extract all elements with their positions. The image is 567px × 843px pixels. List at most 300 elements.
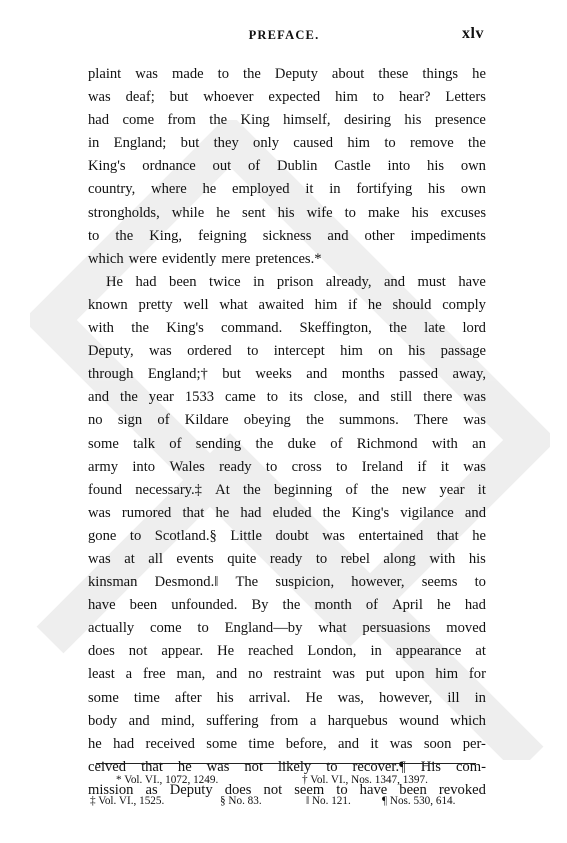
- word: to: [265, 458, 278, 475]
- word: talk: [133, 435, 155, 452]
- word: King: [240, 112, 270, 129]
- word: man,: [176, 666, 206, 683]
- word: lord: [462, 320, 486, 337]
- word: soon: [423, 735, 452, 752]
- word: with: [429, 550, 456, 567]
- word: own: [460, 181, 486, 198]
- word: it: [305, 181, 314, 198]
- word: had: [113, 735, 135, 752]
- word: month: [314, 597, 352, 614]
- word: cross: [291, 458, 322, 475]
- word: was,: [337, 689, 364, 706]
- word: not: [128, 643, 148, 660]
- word: no: [248, 666, 263, 683]
- word: to: [247, 343, 259, 360]
- word: of: [169, 435, 182, 452]
- word: things: [422, 66, 459, 82]
- word: passed: [399, 366, 439, 383]
- word: was: [332, 666, 355, 683]
- word: he: [436, 597, 451, 614]
- word: command.: [221, 320, 283, 337]
- word: in: [474, 689, 486, 706]
- word: at: [124, 550, 135, 567]
- text-line: [88, 248, 486, 271]
- text-line: [88, 617, 486, 640]
- word: as: [145, 781, 158, 798]
- word: have: [88, 597, 116, 614]
- word: had: [135, 273, 157, 290]
- word: came: [224, 389, 256, 406]
- word: other: [364, 227, 395, 244]
- word: ordnance: [142, 158, 196, 175]
- text-line: [88, 109, 486, 132]
- word: but: [169, 89, 189, 106]
- word: still: [390, 389, 413, 406]
- word: to: [217, 66, 230, 82]
- word: ready: [269, 550, 303, 567]
- word: while: [171, 204, 205, 221]
- word: country,: [88, 181, 136, 198]
- word: out: [212, 158, 232, 175]
- page-number: xlv: [462, 25, 484, 42]
- word: moved: [446, 620, 486, 637]
- word: King's: [88, 158, 126, 175]
- word: prison: [276, 273, 314, 290]
- word: least: [88, 666, 115, 683]
- word: him: [314, 296, 338, 313]
- text-line: [88, 710, 486, 733]
- word: his: [277, 204, 295, 221]
- word: suspicion,: [275, 574, 335, 591]
- footnotes: [90, 770, 486, 812]
- word: restraint: [273, 666, 322, 683]
- word: which: [450, 712, 486, 729]
- word: however,: [351, 574, 405, 591]
- word: a: [125, 666, 133, 683]
- footnote: § No. 83.: [220, 795, 262, 807]
- word: make: [367, 204, 400, 221]
- word: of: [247, 158, 261, 175]
- word: been: [129, 597, 158, 614]
- word: weeks: [255, 366, 292, 383]
- word: his: [411, 204, 429, 221]
- word: desiring: [343, 112, 391, 129]
- word: Dublin: [276, 158, 318, 175]
- word: to: [266, 389, 279, 406]
- word: He: [106, 273, 124, 290]
- word: what: [219, 296, 248, 313]
- word: but: [180, 135, 200, 152]
- word: beginning: [273, 481, 333, 498]
- word: to: [315, 550, 328, 567]
- word: come: [150, 620, 182, 637]
- text-line: [88, 502, 486, 525]
- word: April: [392, 597, 423, 614]
- word: and: [88, 389, 110, 406]
- word: had: [88, 112, 110, 129]
- word: away,: [452, 366, 486, 383]
- word: from: [270, 712, 299, 729]
- word: twice: [209, 273, 241, 290]
- word: was: [463, 458, 486, 475]
- word: He: [305, 689, 323, 706]
- word: fortifying: [356, 181, 413, 198]
- word: events: [176, 550, 214, 567]
- word: at: [475, 643, 486, 660]
- word: and: [464, 504, 486, 521]
- word: it: [440, 458, 449, 475]
- word: he: [472, 66, 486, 82]
- word: had: [240, 504, 262, 521]
- word: summons.: [339, 412, 399, 429]
- word: into: [132, 458, 156, 475]
- word: London,: [307, 643, 357, 660]
- word: if: [348, 296, 358, 313]
- word: he: [216, 204, 231, 221]
- word: time: [133, 689, 160, 706]
- word: the: [243, 66, 261, 82]
- word: army: [88, 458, 118, 475]
- footnote-row: [90, 770, 486, 791]
- word: seems: [421, 574, 458, 591]
- word: does: [88, 643, 115, 660]
- word: where: [151, 181, 187, 198]
- word: there: [423, 389, 453, 406]
- word: him: [347, 135, 371, 152]
- word: King,: [149, 227, 183, 244]
- word: ceived: [88, 758, 127, 775]
- word: in: [253, 273, 265, 290]
- word: hear?: [398, 89, 431, 106]
- word: known: [88, 296, 128, 313]
- word: ordered: [187, 343, 232, 360]
- word: some: [88, 689, 119, 706]
- word: new: [401, 481, 427, 498]
- word: of: [330, 435, 343, 452]
- word: rebel: [340, 550, 370, 567]
- word: had: [464, 597, 486, 614]
- word: evidently: [162, 250, 217, 267]
- word: sickness: [262, 227, 312, 244]
- word: remove: [409, 135, 454, 152]
- word: on: [378, 343, 393, 360]
- word: reached: [248, 643, 294, 660]
- word: close,: [313, 389, 348, 406]
- word: appear.: [161, 643, 204, 660]
- word: he: [88, 735, 102, 752]
- word: late: [424, 320, 446, 337]
- text-line: [88, 456, 486, 479]
- text-line: [88, 594, 486, 617]
- word: the: [306, 412, 324, 429]
- word: that: [141, 758, 163, 775]
- word: but: [222, 366, 241, 383]
- word: they: [213, 135, 239, 152]
- word: some: [88, 435, 119, 452]
- word: Desmond.‖: [154, 574, 219, 591]
- word: not: [244, 758, 263, 775]
- word: was: [88, 550, 111, 567]
- word: kinsman: [88, 574, 138, 591]
- word: own: [460, 158, 486, 175]
- word: passage: [440, 343, 486, 360]
- word: ready: [219, 458, 252, 475]
- word: pretty: [138, 296, 173, 313]
- word: His: [420, 758, 441, 775]
- word: what: [318, 620, 347, 637]
- word: in: [370, 643, 382, 660]
- word: was: [389, 735, 413, 752]
- word: was: [463, 389, 486, 406]
- word: plaint: [88, 66, 122, 82]
- word: deaf;: [125, 89, 155, 106]
- word: ill: [447, 689, 460, 706]
- word: it: [370, 735, 379, 752]
- word: the: [389, 320, 407, 337]
- word: and: [383, 273, 406, 290]
- word: only: [253, 135, 279, 152]
- word: free: [142, 666, 166, 683]
- word: There: [413, 412, 449, 429]
- word: to: [336, 458, 348, 475]
- word: been: [399, 781, 427, 798]
- word: entertained: [358, 527, 424, 544]
- word: have: [458, 273, 486, 290]
- word: excuses: [440, 204, 486, 221]
- word: should: [392, 296, 432, 313]
- word: Ireland: [361, 458, 404, 475]
- word: his: [216, 689, 234, 706]
- word: him: [435, 666, 459, 683]
- word: have: [359, 781, 388, 798]
- text-line: [88, 409, 486, 432]
- text-line: [88, 317, 486, 340]
- word: through: [88, 366, 134, 383]
- word: he: [367, 296, 382, 313]
- word: some: [206, 735, 238, 752]
- word: Scotland.§: [154, 527, 217, 544]
- word: the: [242, 481, 261, 498]
- word: caused: [293, 135, 334, 152]
- running-title: PREFACE.: [248, 28, 320, 42]
- word: necessary.‡: [135, 481, 202, 498]
- word: Richmond: [356, 435, 418, 452]
- word: comply: [442, 296, 486, 313]
- text-line: [88, 548, 486, 571]
- word: that: [436, 527, 459, 544]
- word: Wales: [169, 458, 205, 475]
- word: Little: [230, 527, 262, 544]
- text-line: [88, 433, 486, 456]
- word: an: [472, 435, 486, 452]
- word: not: [263, 781, 283, 798]
- word: revoked: [438, 781, 486, 798]
- word: wife: [306, 204, 333, 221]
- word: him: [335, 89, 358, 106]
- word: strongholds,: [88, 204, 160, 221]
- word: and: [327, 227, 349, 244]
- word: a: [309, 712, 317, 729]
- word: mere: [221, 250, 251, 267]
- footnote: ¶ Nos. 530, 614.: [382, 795, 456, 807]
- running-header: [84, 25, 484, 48]
- word: year: [439, 481, 465, 498]
- text-line: [88, 63, 486, 86]
- word: England;: [113, 135, 167, 152]
- word: intercept: [273, 343, 325, 360]
- word: and: [358, 389, 380, 406]
- word: time: [248, 735, 275, 752]
- word: recover.¶: [352, 758, 406, 775]
- body-text: [88, 63, 486, 802]
- word: employed: [232, 181, 290, 198]
- word: months: [341, 366, 385, 383]
- word: and: [306, 366, 328, 383]
- word: unfounded.: [171, 597, 238, 614]
- word: presence: [434, 112, 486, 129]
- text-line: [88, 271, 486, 294]
- word: already,: [325, 273, 372, 290]
- word: he: [177, 758, 192, 775]
- text-line: [88, 386, 486, 409]
- text-line: [88, 525, 486, 548]
- word: he: [202, 181, 217, 198]
- word: Skeffington,: [299, 320, 372, 337]
- word: pretences.*: [255, 250, 322, 267]
- text-line: [88, 363, 486, 386]
- text-line: [88, 202, 486, 225]
- footnote: * Vol. VI., 1072, 1249.: [116, 774, 219, 786]
- word: harquebus: [327, 712, 388, 729]
- word: suffering: [206, 712, 259, 729]
- footnote: ‖ No. 121.: [306, 795, 351, 807]
- word: its: [289, 389, 303, 406]
- word: he: [215, 504, 230, 521]
- word: his: [404, 112, 422, 129]
- word: King's: [166, 320, 204, 337]
- word: him: [340, 343, 363, 360]
- word: to: [344, 204, 356, 221]
- word: was: [135, 66, 158, 82]
- word: does: [224, 781, 252, 798]
- word: the: [370, 481, 389, 498]
- word: himself,: [283, 112, 331, 129]
- word: his: [427, 158, 445, 175]
- word: made: [172, 66, 204, 82]
- word: expected: [268, 89, 321, 106]
- word: into: [387, 158, 411, 175]
- word: was: [88, 89, 111, 106]
- word: to: [326, 758, 338, 775]
- word: England—by: [224, 620, 303, 637]
- text-line: [88, 640, 486, 663]
- text-line: [88, 687, 486, 710]
- text-line: [88, 132, 486, 155]
- text-line: [88, 86, 486, 109]
- word: his: [408, 343, 426, 360]
- word: to: [129, 527, 142, 544]
- word: At: [215, 481, 230, 498]
- word: England;†: [147, 366, 208, 383]
- word: to: [474, 574, 486, 591]
- word: the: [322, 504, 341, 521]
- word: mind,: [161, 712, 195, 729]
- word: rumored: [121, 504, 172, 521]
- word: come: [122, 112, 155, 129]
- word: duke: [287, 435, 316, 452]
- word: along: [383, 550, 416, 567]
- word: upon: [395, 666, 425, 683]
- word: was: [149, 343, 172, 360]
- word: was: [206, 758, 230, 775]
- word: no: [88, 412, 103, 429]
- word: about: [331, 66, 365, 82]
- footnote: ‡ Vol. VI., 1525.: [90, 795, 165, 807]
- word: after: [174, 689, 202, 706]
- word: seem: [294, 781, 325, 798]
- word: of: [157, 412, 170, 429]
- word: in: [329, 181, 341, 198]
- word: however,: [378, 689, 433, 706]
- word: Letters: [445, 89, 486, 106]
- text-line: [88, 294, 486, 317]
- word: obeying: [243, 412, 291, 429]
- word: to: [336, 781, 348, 798]
- footnote: † Vol. VI., Nos. 1347, 1397.: [302, 774, 428, 786]
- text-line: [88, 479, 486, 502]
- word: com-: [455, 758, 486, 775]
- text-line: [88, 340, 486, 363]
- word: was: [463, 412, 486, 429]
- word: mission: [88, 781, 134, 798]
- word: The: [235, 574, 259, 591]
- word: it: [477, 481, 486, 498]
- word: body: [88, 712, 118, 729]
- text-line: [88, 663, 486, 686]
- word: received: [145, 735, 195, 752]
- word: He: [217, 643, 235, 660]
- footnote-row: [90, 791, 486, 812]
- word: if: [417, 458, 427, 475]
- word: eluded: [272, 504, 312, 521]
- word: with: [88, 320, 114, 337]
- word: Castle: [334, 158, 371, 175]
- word: Deputy: [274, 66, 318, 82]
- word: likely: [277, 758, 312, 775]
- text-line: [88, 733, 486, 756]
- word: actually: [88, 620, 135, 637]
- word: the: [209, 112, 228, 129]
- word: was: [88, 504, 111, 521]
- word: and: [216, 666, 238, 683]
- word: which: [88, 250, 124, 267]
- word: found: [88, 481, 123, 498]
- word: doubt: [275, 527, 309, 544]
- text-line: [88, 155, 486, 178]
- word: to: [372, 89, 385, 106]
- text-line: [88, 178, 486, 201]
- word: persuasions: [362, 620, 431, 637]
- word: that: [182, 504, 205, 521]
- word: sending: [195, 435, 242, 452]
- word: the: [131, 320, 150, 337]
- word: of: [345, 481, 358, 498]
- word: his: [428, 181, 446, 198]
- word: year: [148, 389, 174, 406]
- word: must: [417, 273, 446, 290]
- word: put: [365, 666, 385, 683]
- word: were: [128, 250, 158, 267]
